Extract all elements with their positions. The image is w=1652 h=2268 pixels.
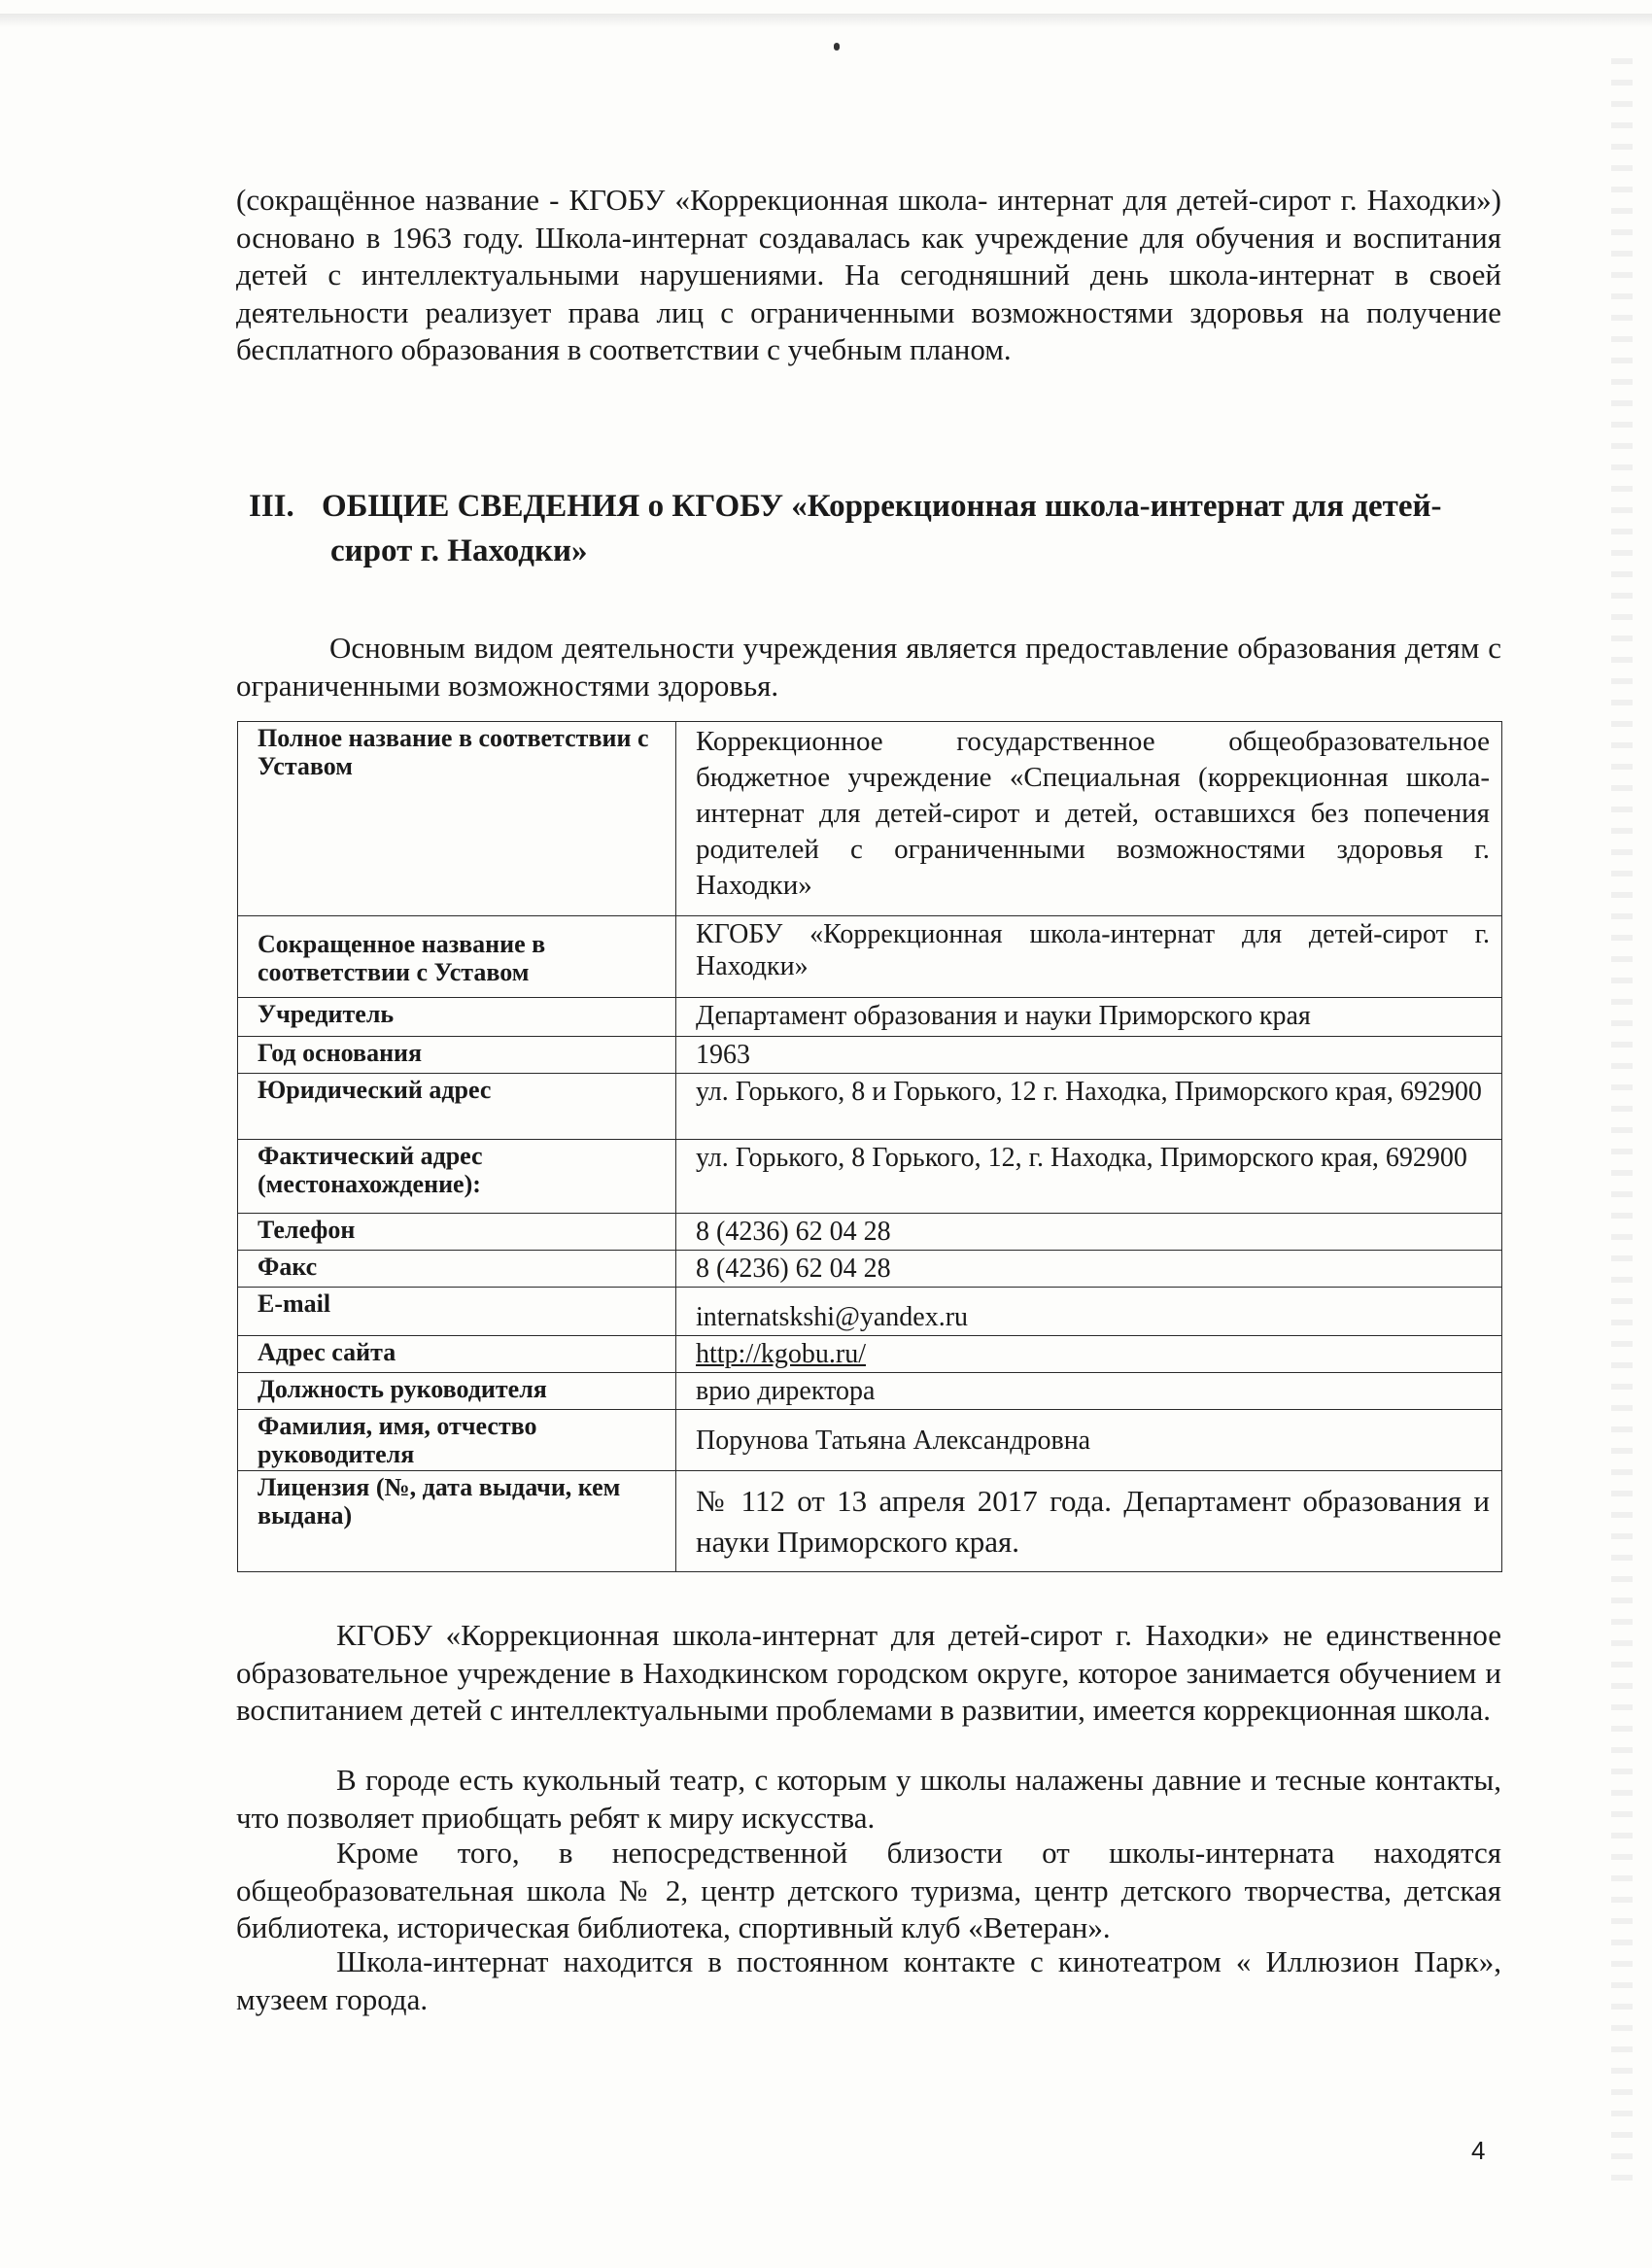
body-paragraph: В городе есть кукольный театр, с которым у школы налажены давние и тесные контакты, что позволяет приобщать ребят к миру искусства. bbox=[236, 1763, 1501, 1835]
table-row bbox=[238, 722, 1502, 916]
row-value: internatskshi@yandex.ru bbox=[676, 1288, 1502, 1336]
body-paragraph: Кроме того, в непосредственной близости от школы-интерната находятся общеобразовательная школа № 2, центр детского туризма, центр детского творчества, детская библиотека, историческая библиотека, спортивный клуб «Ветеран». bbox=[236, 1836, 1501, 1944]
row-key: Год основания bbox=[238, 1037, 676, 1074]
lead-paragraph: Основным видом деятельности учреждения является предоставление образования детям с ограниченными возможностями здоровья. bbox=[236, 631, 1501, 703]
intro-paragraph: (сокращённое название - КГОБУ «Коррекционная школа- интернат для детей-сирот г. Находки») основано в 1963 году. Школа-интернат создавалась как учреждение для обучения и воспитания детей с интеллектуальными нарушениями. На сегодняшний день школа-интернат в своей деятельности реализует права лиц с ограниченными возможностями здоровья на получение бесплатного образования в соответствии с учебным планом. bbox=[236, 183, 1501, 366]
row-key: Полное название в соответствии с Уставом bbox=[238, 722, 676, 916]
row-key: Лицензия (№, дата выдачи, кем выдана) bbox=[238, 1471, 676, 1572]
row-key: E-mail bbox=[238, 1288, 676, 1336]
section-heading bbox=[249, 484, 1502, 573]
table-row bbox=[238, 1037, 1502, 1074]
row-value: ул. Горького, 8 Горького, 12, г. Находка, Приморского края, 692900 bbox=[676, 1140, 1502, 1214]
scan-speck bbox=[834, 43, 840, 51]
table-row bbox=[238, 1074, 1502, 1140]
table-row bbox=[238, 1214, 1502, 1251]
table-row bbox=[238, 1471, 1502, 1572]
row-value: Порунова Татьяна Александровна bbox=[676, 1410, 1502, 1471]
table-row bbox=[238, 1373, 1502, 1410]
section-title-line2: сирот г. Находки» bbox=[330, 533, 588, 568]
row-key: Факс bbox=[238, 1251, 676, 1288]
table-row bbox=[238, 1288, 1502, 1336]
row-value: КГОБУ «Коррекционная школа-интернат для детей-сирот г. Находки» bbox=[676, 916, 1502, 998]
website-link[interactable]: http://kgobu.ru/ bbox=[696, 1339, 866, 1369]
table-row bbox=[238, 916, 1502, 998]
row-value: 1963 bbox=[676, 1037, 1502, 1074]
table-row bbox=[238, 1336, 1502, 1373]
row-key: Фамилия, имя, отчество руководителя bbox=[238, 1410, 676, 1471]
row-value: врио директора bbox=[676, 1373, 1502, 1410]
row-key: Учредитель bbox=[238, 998, 676, 1037]
row-key: Телефон bbox=[238, 1214, 676, 1251]
row-value: Департамент образования и науки Приморского края bbox=[676, 998, 1502, 1037]
table-row bbox=[238, 1140, 1502, 1214]
row-value: 8 (4236) 62 04 28 bbox=[676, 1251, 1502, 1288]
body-paragraph: Школа-интернат находится в постоянном контакте с кинотеатром « Иллюзион Парк», музеем города. bbox=[236, 1944, 1501, 2016]
row-value: № 112 от 13 апреля 2017 года. Департамент образования и науки Приморского края. bbox=[676, 1471, 1502, 1572]
scan-streak bbox=[1611, 58, 1633, 2196]
table-row bbox=[238, 998, 1502, 1037]
general-info-table bbox=[237, 721, 1502, 1572]
section-number: III. bbox=[249, 489, 294, 524]
row-value: ул. Горького, 8 и Горького, 12 г. Находка, Приморского края, 692900 bbox=[676, 1074, 1502, 1140]
row-key: Должность руководителя bbox=[238, 1373, 676, 1410]
table-row bbox=[238, 1410, 1502, 1471]
row-key: Юридический адрес bbox=[238, 1074, 676, 1140]
table-row bbox=[238, 1251, 1502, 1288]
row-key: Фактический адрес (местонахождение): bbox=[238, 1140, 676, 1214]
row-key: Адрес сайта bbox=[238, 1336, 676, 1373]
row-key: Сокращенное название в соответствии с Уставом bbox=[238, 916, 676, 998]
body-paragraph: КГОБУ «Коррекционная школа-интернат для детей-сирот г. Находки» не единственное образовательное учреждение в Находкинском городском округе, которое занимается обучением и воспитанием детей с интеллектуальными проблемами в развитии, имеется коррекционная школа. bbox=[236, 1618, 1501, 1727]
section-title-line1: ОБЩИЕ СВЕДЕНИЯ о КГОБУ «Коррекционная школа-интернат для детей- bbox=[322, 489, 1442, 524]
page-number: 4 bbox=[1471, 2136, 1486, 2165]
row-value: Коррекционное государственное общеобразовательное бюджетное учреждение «Специальная (коррекционная школа-интернат для детей-сирот и детей, оставшихся без попечения родителей с ограниченными возможностями здоровья г. Находки» bbox=[676, 722, 1502, 916]
row-value: 8 (4236) 62 04 28 bbox=[676, 1214, 1502, 1251]
scan-edge-shadow bbox=[0, 14, 1652, 27]
